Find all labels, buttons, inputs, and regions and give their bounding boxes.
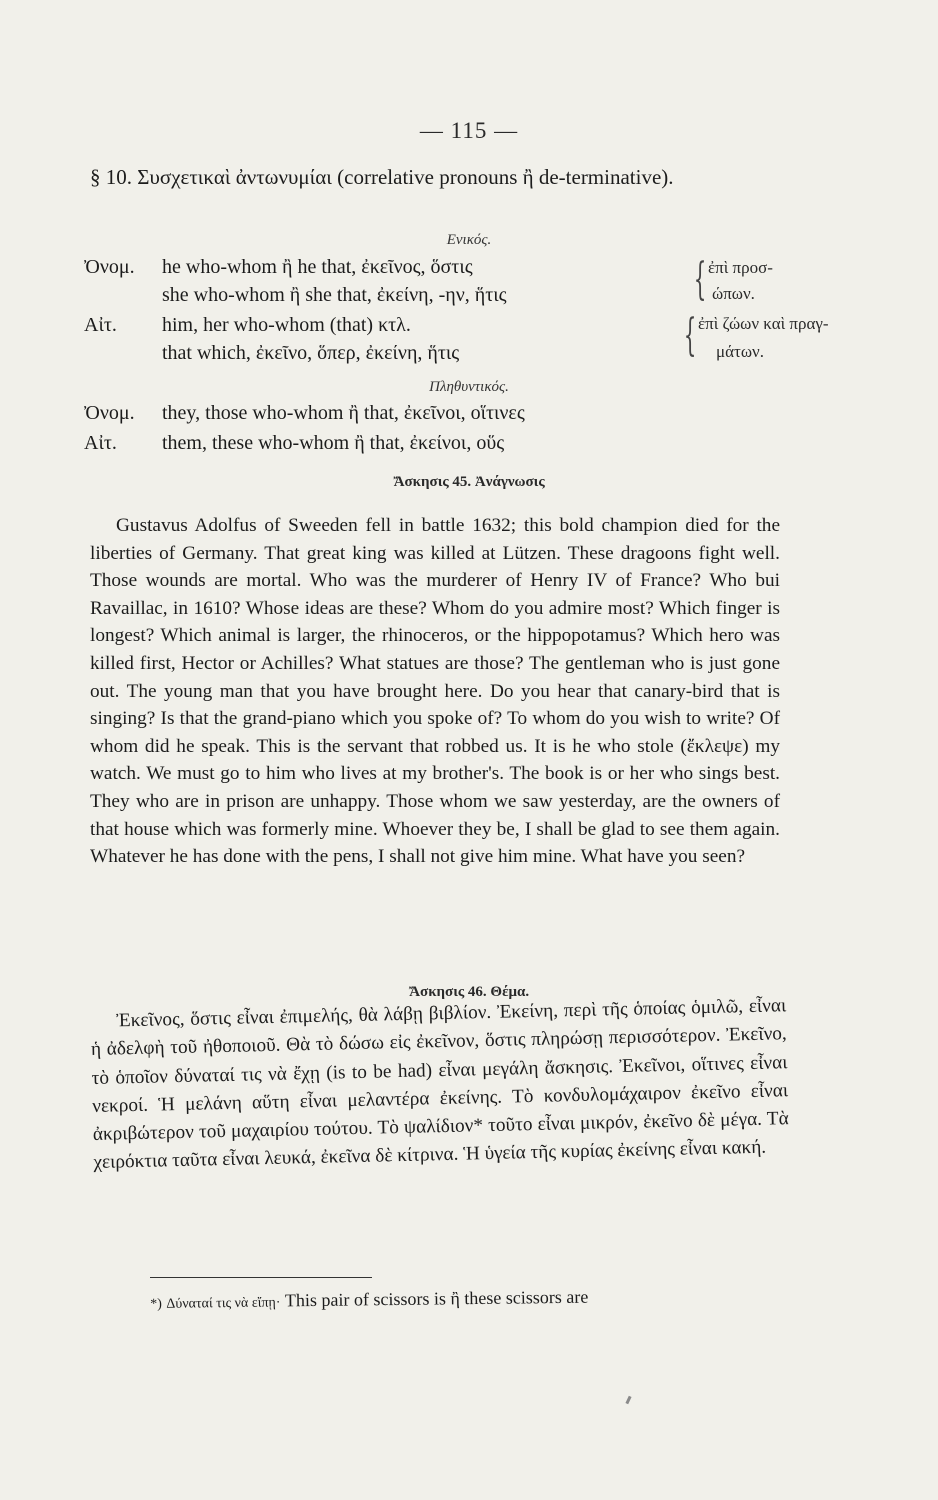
exercise-45-title: Ἄσκησις 45. Ἀνάγνωσις — [393, 474, 545, 490]
exercise-45-text: Gustavus Adolfus of Sweeden fell in battle 1632; this bold champion died for the liberties of Germany. That great king was killed at Lützen. These dragoons fight well. Those wounds are mortal. Who was the murderer of Henry IV of France? Who bui Ravaillac, in 1610? Whose ideas are these? Whom do you admire most? Which finger is longest? Which animal is larger, the rhinoceros, or the hippopotamus? Which hero was killed first, Hector or Achilles? What statues are those? The gentleman who is just gone out. The young man that you have brought here. Do you hear that canary-bird that is singing? Is that the grand-piano which you spoke of? To whom do you wish to write? Of whom did he speak. This is the servant that robbed us. It is he who stole (ἔκλεψε) my watch. We must go to him who lives at my brother's. The book is or her who sings best. They who are in prison are unhappy. Those whom we saw yesterday, are the owners of that house which was formerly mine. Whoever they be, I shall be glad to see them again. Whatever he has done with the pens, I shall not give him mine. What have you seen? — [90, 515, 780, 868]
exercise-46-title: Ἄσκησις 46. Θέμα. — [408, 984, 530, 1000]
brace-animals: { — [683, 310, 697, 361]
plural-row — [84, 402, 525, 425]
footnote-rule — [150, 1277, 372, 1278]
singular-label: Ενικός. — [446, 232, 492, 248]
brace-note-animals-cont: μάτων. — [716, 342, 764, 361]
case-label: Ὀνομ. — [84, 256, 135, 278]
singular-row — [84, 314, 411, 337]
ink-speck — [625, 1396, 631, 1405]
footnote-text: This pair of scissors is ἢ these scissors are — [284, 1286, 589, 1311]
brace-note-persons-cont: ώπων. — [712, 284, 755, 303]
singular-row — [84, 256, 473, 279]
plural-row — [84, 432, 504, 455]
singular-row — [84, 284, 507, 307]
pronoun-forms: them, these who-whom ἢ that, ἐκείνοι, οὕς — [162, 432, 505, 454]
case-label: Αἰτ. — [84, 314, 117, 336]
footnote-mark: *) — [150, 1296, 162, 1312]
singular-row — [84, 342, 459, 365]
case-label: Ὀνομ. — [84, 402, 135, 424]
brace-persons: { — [693, 254, 707, 305]
footnote — [150, 1282, 790, 1317]
exercise-46-text: Ἐκεῖνος, ὅστις εἶναι ἐπιμελής, θὰ λάβῃ βιβλίον. Ἐκείνη, περὶ τῆς ὁποίας ὁμιλῶ, εἶναι ἡ ἀδελφὴ τοῦ ἠθοποιοῦ. Θὰ τὸ δώσω εἰς ἐκεῖνον, ὅστις πληρώσῃ περισσότερον. Ἐκεῖνο, τὸ ὁποῖον δύναταί τις νὰ ἔχῃ (is to be had) εἶναι μεγάλη ἄσκησις. Ἐκεῖνοι, οἵτινες εἶναι νεκροί. Ἡ μελάνη αὕτη εἶναι μελαντέρα ἐκείνης. Τὸ κονδυλομάχαιρον ἐκεῖνο εἶναι ἀκριβώτερον τοῦ μαχαιρίου τούτου. Τὸ ψαλίδιον* τοῦτο εἶναι μικρόν, ἐκεῖνο δὲ μέγα. Τὰ χειρόκτια ταῦτα εἶναι λευκά, ἐκεῖνα δὲ κίτρινα. Ἡ ὑγεία τῆς κυρίας ἐκείνης εἶναι κακή. — [90, 995, 789, 1174]
section-title: Συσχετικαὶ ἀντωνυμίαι (correlative pronouns ἢ de-terminative). — [137, 165, 674, 189]
footnote-greek: Δύναταί τις νὰ εἴπῃ· — [166, 1295, 281, 1312]
pronoun-forms: him, her who-whom (that) κτλ. — [162, 314, 411, 336]
pronoun-forms: he who-whom ἢ he that, ἐκεῖνος, ὅστις — [162, 256, 473, 278]
case-label: Αἰτ. — [84, 432, 117, 454]
section-number: § 10. — [90, 165, 132, 189]
page-number: — 115 — — [419, 118, 519, 143]
section-heading — [90, 162, 770, 192]
pronoun-forms: that which, ἐκεῖνο, ὅπερ, ἐκείνη, ἥτις — [162, 342, 460, 364]
brace-note-animals: ἐπὶ ζώων καὶ πραγ- — [698, 314, 829, 333]
brace-note-persons: ἐπὶ προσ- — [708, 258, 773, 277]
plural-label: Πληθυντικός. — [429, 379, 509, 395]
pronoun-forms: they, those who-whom ἢ that, ἐκεῖνοι, οἵτινες — [162, 402, 525, 424]
pronoun-forms: she who-whom ἢ she that, ἐκείνη, -ην, ἥτις — [162, 284, 507, 306]
